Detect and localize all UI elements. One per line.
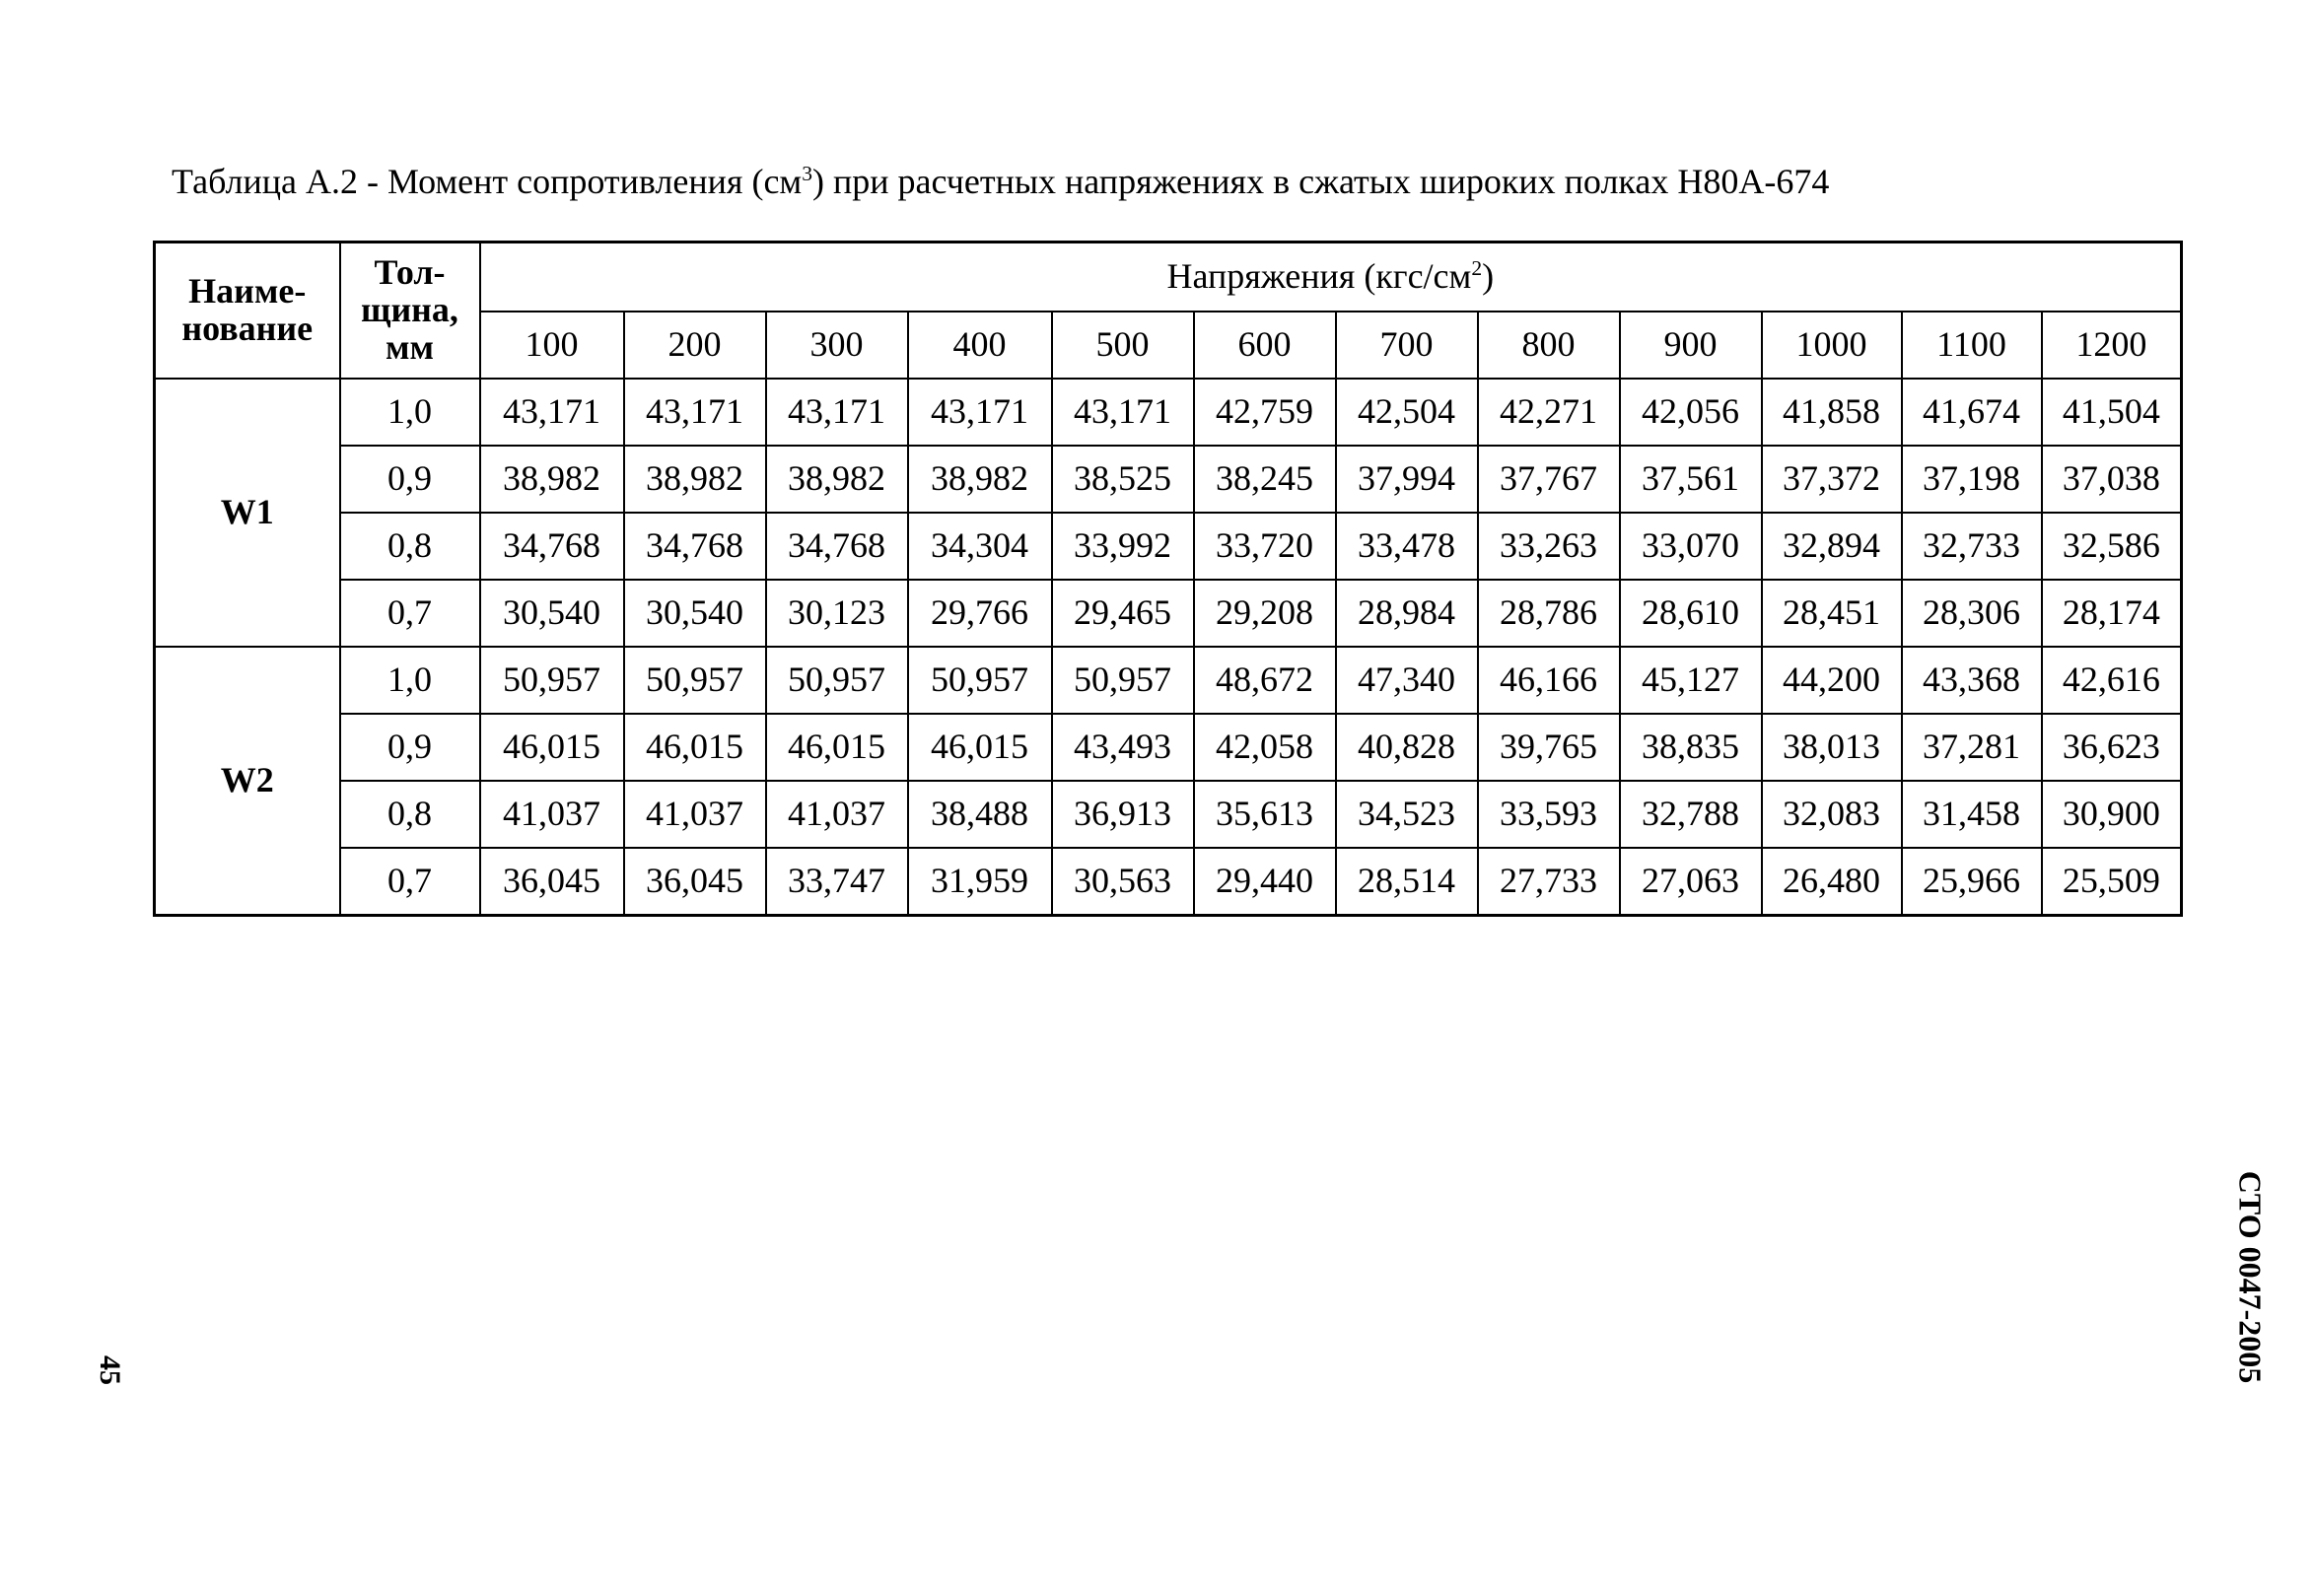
table-row — [155, 379, 2182, 446]
value-cell: 30,540 — [624, 580, 766, 647]
value-cell: 27,733 — [1478, 848, 1620, 916]
value-cell: 40,828 — [1336, 714, 1478, 781]
value-cell: 28,610 — [1620, 580, 1762, 647]
value-cell: 46,166 — [1478, 647, 1620, 714]
table-row — [155, 580, 2182, 647]
value-cell: 33,070 — [1620, 513, 1762, 580]
value-cell: 46,015 — [480, 714, 624, 781]
value-cell: 42,616 — [2042, 647, 2182, 714]
value-cell: 30,900 — [2042, 781, 2182, 848]
table-row — [155, 848, 2182, 916]
header-stress-value: 500 — [1052, 312, 1194, 379]
value-cell: 30,563 — [1052, 848, 1194, 916]
value-cell: 29,465 — [1052, 580, 1194, 647]
value-cell: 33,478 — [1336, 513, 1478, 580]
value-cell: 36,913 — [1052, 781, 1194, 848]
value-cell: 42,504 — [1336, 379, 1478, 446]
value-cell: 38,835 — [1620, 714, 1762, 781]
value-cell: 33,593 — [1478, 781, 1620, 848]
value-cell: 37,198 — [1902, 446, 2042, 513]
table-row — [155, 513, 2182, 580]
value-cell: 25,509 — [2042, 848, 2182, 916]
thickness-cell: 0,7 — [340, 580, 480, 647]
value-cell: 47,340 — [1336, 647, 1478, 714]
table-caption — [172, 164, 1829, 199]
page-number: 45 — [94, 1355, 126, 1385]
value-cell: 28,306 — [1902, 580, 2042, 647]
table-row — [155, 446, 2182, 513]
value-cell: 43,368 — [1902, 647, 2042, 714]
value-cell: 37,372 — [1762, 446, 1902, 513]
value-cell: 29,766 — [908, 580, 1052, 647]
thickness-cell: 0,8 — [340, 781, 480, 848]
header-stress-value: 1000 — [1762, 312, 1902, 379]
value-cell: 41,674 — [1902, 379, 2042, 446]
header-stress-value: 900 — [1620, 312, 1762, 379]
value-cell: 32,083 — [1762, 781, 1902, 848]
value-cell: 46,015 — [908, 714, 1052, 781]
value-cell: 38,488 — [908, 781, 1052, 848]
group-name: W2 — [155, 647, 340, 916]
value-cell: 38,982 — [624, 446, 766, 513]
value-cell: 36,045 — [480, 848, 624, 916]
value-cell: 50,957 — [624, 647, 766, 714]
thickness-cell: 0,9 — [340, 714, 480, 781]
value-cell: 43,171 — [766, 379, 908, 446]
value-cell: 42,056 — [1620, 379, 1762, 446]
value-cell: 36,623 — [2042, 714, 2182, 781]
value-cell: 29,440 — [1194, 848, 1336, 916]
value-cell: 27,063 — [1620, 848, 1762, 916]
value-cell: 32,788 — [1620, 781, 1762, 848]
value-cell: 33,992 — [1052, 513, 1194, 580]
value-cell: 38,245 — [1194, 446, 1336, 513]
value-cell: 41,504 — [2042, 379, 2182, 446]
thickness-cell: 0,7 — [340, 848, 480, 916]
header-stress-value: 200 — [624, 312, 766, 379]
value-cell: 44,200 — [1762, 647, 1902, 714]
value-cell: 43,493 — [1052, 714, 1194, 781]
value-cell: 33,263 — [1478, 513, 1620, 580]
value-cell: 34,304 — [908, 513, 1052, 580]
header-stress-value: 300 — [766, 312, 908, 379]
value-cell: 35,613 — [1194, 781, 1336, 848]
caption-text: Таблица А.2 - Момент сопротивления (см — [172, 162, 803, 201]
table-row — [155, 714, 2182, 781]
value-cell: 38,982 — [766, 446, 908, 513]
group-name: W1 — [155, 379, 340, 647]
value-cell: 38,013 — [1762, 714, 1902, 781]
value-cell: 28,514 — [1336, 848, 1478, 916]
value-cell: 31,458 — [1902, 781, 2042, 848]
value-cell: 32,894 — [1762, 513, 1902, 580]
value-cell: 41,037 — [480, 781, 624, 848]
value-cell: 34,768 — [624, 513, 766, 580]
value-cell: 42,271 — [1478, 379, 1620, 446]
document-code-stamp: СТО 0047-2005 — [2232, 1170, 2269, 1383]
value-cell: 28,984 — [1336, 580, 1478, 647]
value-cell: 46,015 — [624, 714, 766, 781]
value-cell: 33,720 — [1194, 513, 1336, 580]
stress-moment-table — [153, 241, 2183, 917]
header-name: Наиме- нование — [155, 243, 340, 380]
value-cell: 37,561 — [1620, 446, 1762, 513]
header-stress-value: 1100 — [1902, 312, 2042, 379]
caption-superscript: 3 — [802, 162, 813, 185]
value-cell: 34,523 — [1336, 781, 1478, 848]
value-cell: 45,127 — [1620, 647, 1762, 714]
value-cell: 39,765 — [1478, 714, 1620, 781]
header-stress-value: 600 — [1194, 312, 1336, 379]
header-stress-value: 1200 — [2042, 312, 2182, 379]
value-cell: 42,058 — [1194, 714, 1336, 781]
value-cell: 50,957 — [908, 647, 1052, 714]
header-stress-value: 400 — [908, 312, 1052, 379]
value-cell: 32,733 — [1902, 513, 2042, 580]
value-cell: 28,786 — [1478, 580, 1620, 647]
value-cell: 38,982 — [908, 446, 1052, 513]
value-cell: 36,045 — [624, 848, 766, 916]
value-cell: 41,037 — [624, 781, 766, 848]
value-cell: 48,672 — [1194, 647, 1336, 714]
value-cell: 25,966 — [1902, 848, 2042, 916]
value-cell: 38,525 — [1052, 446, 1194, 513]
value-cell: 32,586 — [2042, 513, 2182, 580]
value-cell: 28,451 — [1762, 580, 1902, 647]
header-stress: Напряжения $(кгс/см^2)$ — [480, 243, 2182, 312]
value-cell: 43,171 — [1052, 379, 1194, 446]
value-cell: 29,208 — [1194, 580, 1336, 647]
value-cell: 38,982 — [480, 446, 624, 513]
thickness-cell: 0,9 — [340, 446, 480, 513]
value-cell: 46,015 — [766, 714, 908, 781]
value-cell: 26,480 — [1762, 848, 1902, 916]
value-cell: 50,957 — [480, 647, 624, 714]
table-row — [155, 647, 2182, 714]
value-cell: 50,957 — [1052, 647, 1194, 714]
value-cell: 41,037 — [766, 781, 908, 848]
header-stress-value: 700 — [1336, 312, 1478, 379]
value-cell: 37,281 — [1902, 714, 2042, 781]
value-cell: 43,171 — [480, 379, 624, 446]
value-cell: 34,768 — [480, 513, 624, 580]
value-cell: 33,747 — [766, 848, 908, 916]
value-cell: 42,759 — [1194, 379, 1336, 446]
value-cell: 34,768 — [766, 513, 908, 580]
thickness-cell: 1,0 — [340, 647, 480, 714]
value-cell: 30,123 — [766, 580, 908, 647]
thickness-cell: 1,0 — [340, 379, 480, 446]
value-cell: 43,171 — [908, 379, 1052, 446]
value-cell: 41,858 — [1762, 379, 1902, 446]
table-row — [155, 781, 2182, 848]
value-cell: 37,038 — [2042, 446, 2182, 513]
value-cell: 43,171 — [624, 379, 766, 446]
value-cell: 37,767 — [1478, 446, 1620, 513]
header-thickness: Тол- щина, мм — [340, 243, 480, 380]
value-cell: 50,957 — [766, 647, 908, 714]
header-stress-value: 100 — [480, 312, 624, 379]
value-cell: 31,959 — [908, 848, 1052, 916]
header-stress-value: 800 — [1478, 312, 1620, 379]
value-cell: 37,994 — [1336, 446, 1478, 513]
thickness-cell: 0,8 — [340, 513, 480, 580]
value-cell: 30,540 — [480, 580, 624, 647]
value-cell: 28,174 — [2042, 580, 2182, 647]
caption-text-end: ) при расчетных напряжениях в сжатых широких полках Н80А-674 — [812, 162, 1830, 201]
